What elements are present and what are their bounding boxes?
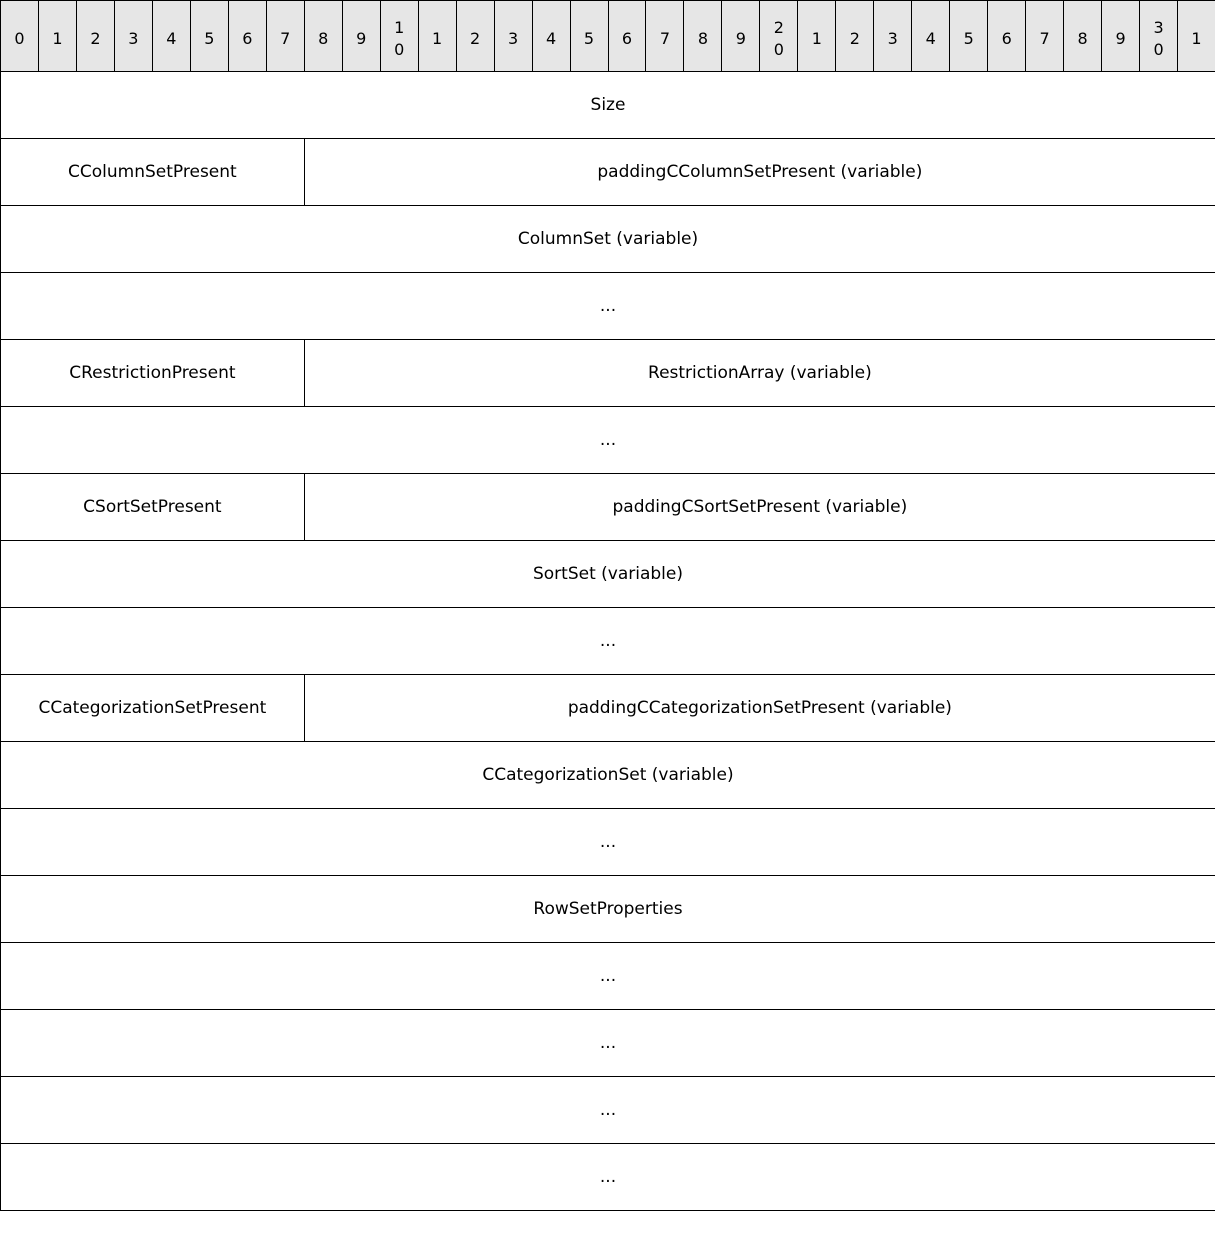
packet-field: CColumnSetPresent <box>1 139 305 206</box>
packet-row <box>1 474 1215 541</box>
bit-position-cell <box>304 1 342 72</box>
bit-position-cell <box>152 1 190 72</box>
continuation-field: ... <box>1 1077 1215 1144</box>
bit-position-label: 0 <box>14 29 25 48</box>
bit-position-label: 4 <box>166 29 177 48</box>
packet-row <box>1 407 1215 474</box>
packet-row <box>1 876 1215 943</box>
bit-position-cell <box>266 1 304 72</box>
bit-position-cell <box>722 1 760 72</box>
bit-position-label: 8 <box>1077 29 1088 48</box>
bit-position-cell <box>684 1 722 72</box>
bit-position-cell <box>1178 1 1215 72</box>
packet-row <box>1 1144 1215 1211</box>
bit-position-label: 1 0 <box>394 18 405 59</box>
packet-field: SortSet (variable) <box>1 541 1215 608</box>
bit-position-label: 7 <box>659 29 671 48</box>
bit-position-label: 9 <box>735 29 746 48</box>
bit-position-cell <box>38 1 76 72</box>
bit-position-cell <box>1140 1 1178 72</box>
packet-field: RowSetProperties <box>1 876 1215 943</box>
bit-position-label: 8 <box>318 29 329 48</box>
packet-row <box>1 1010 1215 1077</box>
continuation-field: ... <box>1 273 1215 340</box>
packet-field: RestrictionArray (variable) <box>304 340 1215 407</box>
bit-position-cell <box>456 1 494 72</box>
bit-position-label: 5 <box>204 29 215 48</box>
bit-position-cell <box>532 1 570 72</box>
bit-position-cell <box>1064 1 1102 72</box>
packet-row <box>1 273 1215 340</box>
bit-position-label: 8 <box>697 29 709 48</box>
bit-position-label: 9 <box>1115 29 1126 48</box>
packet-row <box>1 1077 1215 1144</box>
bit-position-label: 3 <box>507 29 519 48</box>
packet-field: paddingCSortSetPresent (variable) <box>304 474 1215 541</box>
packet-row <box>1 943 1215 1010</box>
bit-position-label: 1 <box>432 29 443 48</box>
packet-field: paddingCColumnSetPresent (variable) <box>304 139 1215 206</box>
bit-position-cell <box>190 1 228 72</box>
packet-field: paddingCCategorizationSetPresent (variable) <box>304 675 1215 742</box>
bit-position-cell <box>798 1 836 72</box>
continuation-field: ... <box>1 407 1215 474</box>
bit-position-label: 6 <box>242 29 253 48</box>
bit-position-cell <box>1 1 39 72</box>
bit-position-cell <box>380 1 418 72</box>
bit-position-label: 7 <box>280 29 291 48</box>
bit-position-cell <box>608 1 646 72</box>
bit-position-cell <box>912 1 950 72</box>
packet-row <box>1 742 1215 809</box>
continuation-field: ... <box>1 608 1215 675</box>
bit-position-label: 2 <box>849 29 860 48</box>
bit-position-header <box>1 1 1215 72</box>
packet-field: CCategorizationSet (variable) <box>1 742 1215 809</box>
continuation-field: ... <box>1 1010 1215 1077</box>
bit-position-cell <box>874 1 912 72</box>
bit-position-label: 1 <box>52 29 63 48</box>
bit-position-label: 9 <box>356 29 367 48</box>
packet-field: ColumnSet (variable) <box>1 206 1215 273</box>
continuation-field: ... <box>1 943 1215 1010</box>
packet-row <box>1 139 1215 206</box>
packet-row <box>1 675 1215 742</box>
bit-position-label: 4 <box>545 29 557 48</box>
bit-position-label: 1 <box>1191 29 1202 48</box>
bit-position-cell <box>342 1 380 72</box>
packet-row <box>1 541 1215 608</box>
bit-position-cell <box>1026 1 1064 72</box>
bit-position-cell <box>114 1 152 72</box>
packet-field: CSortSetPresent <box>1 474 305 541</box>
bit-position-label: 5 <box>963 29 974 48</box>
bit-position-cell <box>76 1 114 72</box>
bit-position-label: 5 <box>583 29 595 48</box>
bit-position-cell <box>228 1 266 72</box>
bit-position-label: 4 <box>925 29 936 48</box>
bit-position-cell <box>418 1 456 72</box>
packet-row <box>1 340 1215 407</box>
bit-position-cell <box>570 1 608 72</box>
continuation-field: ... <box>1 1144 1215 1211</box>
bit-position-cell <box>988 1 1026 72</box>
bit-position-cell <box>494 1 532 72</box>
packet-field: CCategorizationSetPresent <box>1 675 305 742</box>
bit-position-label: 1 <box>811 29 822 48</box>
packet-field: CRestrictionPresent <box>1 340 305 407</box>
bit-position-label: 3 <box>887 29 898 48</box>
bit-position-cell <box>646 1 684 72</box>
bit-position-cell <box>950 1 988 72</box>
packet-field: Size <box>1 72 1215 139</box>
continuation-field: ... <box>1 809 1215 876</box>
bit-position-cell <box>760 1 798 72</box>
packet-body <box>1 1 1215 1211</box>
packet-row <box>1 206 1215 273</box>
bit-position-cell <box>1102 1 1140 72</box>
bit-position-label: 3 0 <box>1153 18 1164 59</box>
bit-position-label: 3 <box>128 29 139 48</box>
bit-position-label: 6 <box>621 29 633 48</box>
bit-position-label: 2 <box>90 29 101 48</box>
bit-position-label: 7 <box>1039 29 1050 48</box>
bit-position-label: 2 0 <box>773 18 784 59</box>
bit-position-label: 2 <box>470 29 481 48</box>
bit-position-label: 6 <box>1001 29 1012 48</box>
bit-position-cell <box>836 1 874 72</box>
packet-row <box>1 72 1215 139</box>
packet-row <box>1 608 1215 675</box>
packet-row <box>1 809 1215 876</box>
